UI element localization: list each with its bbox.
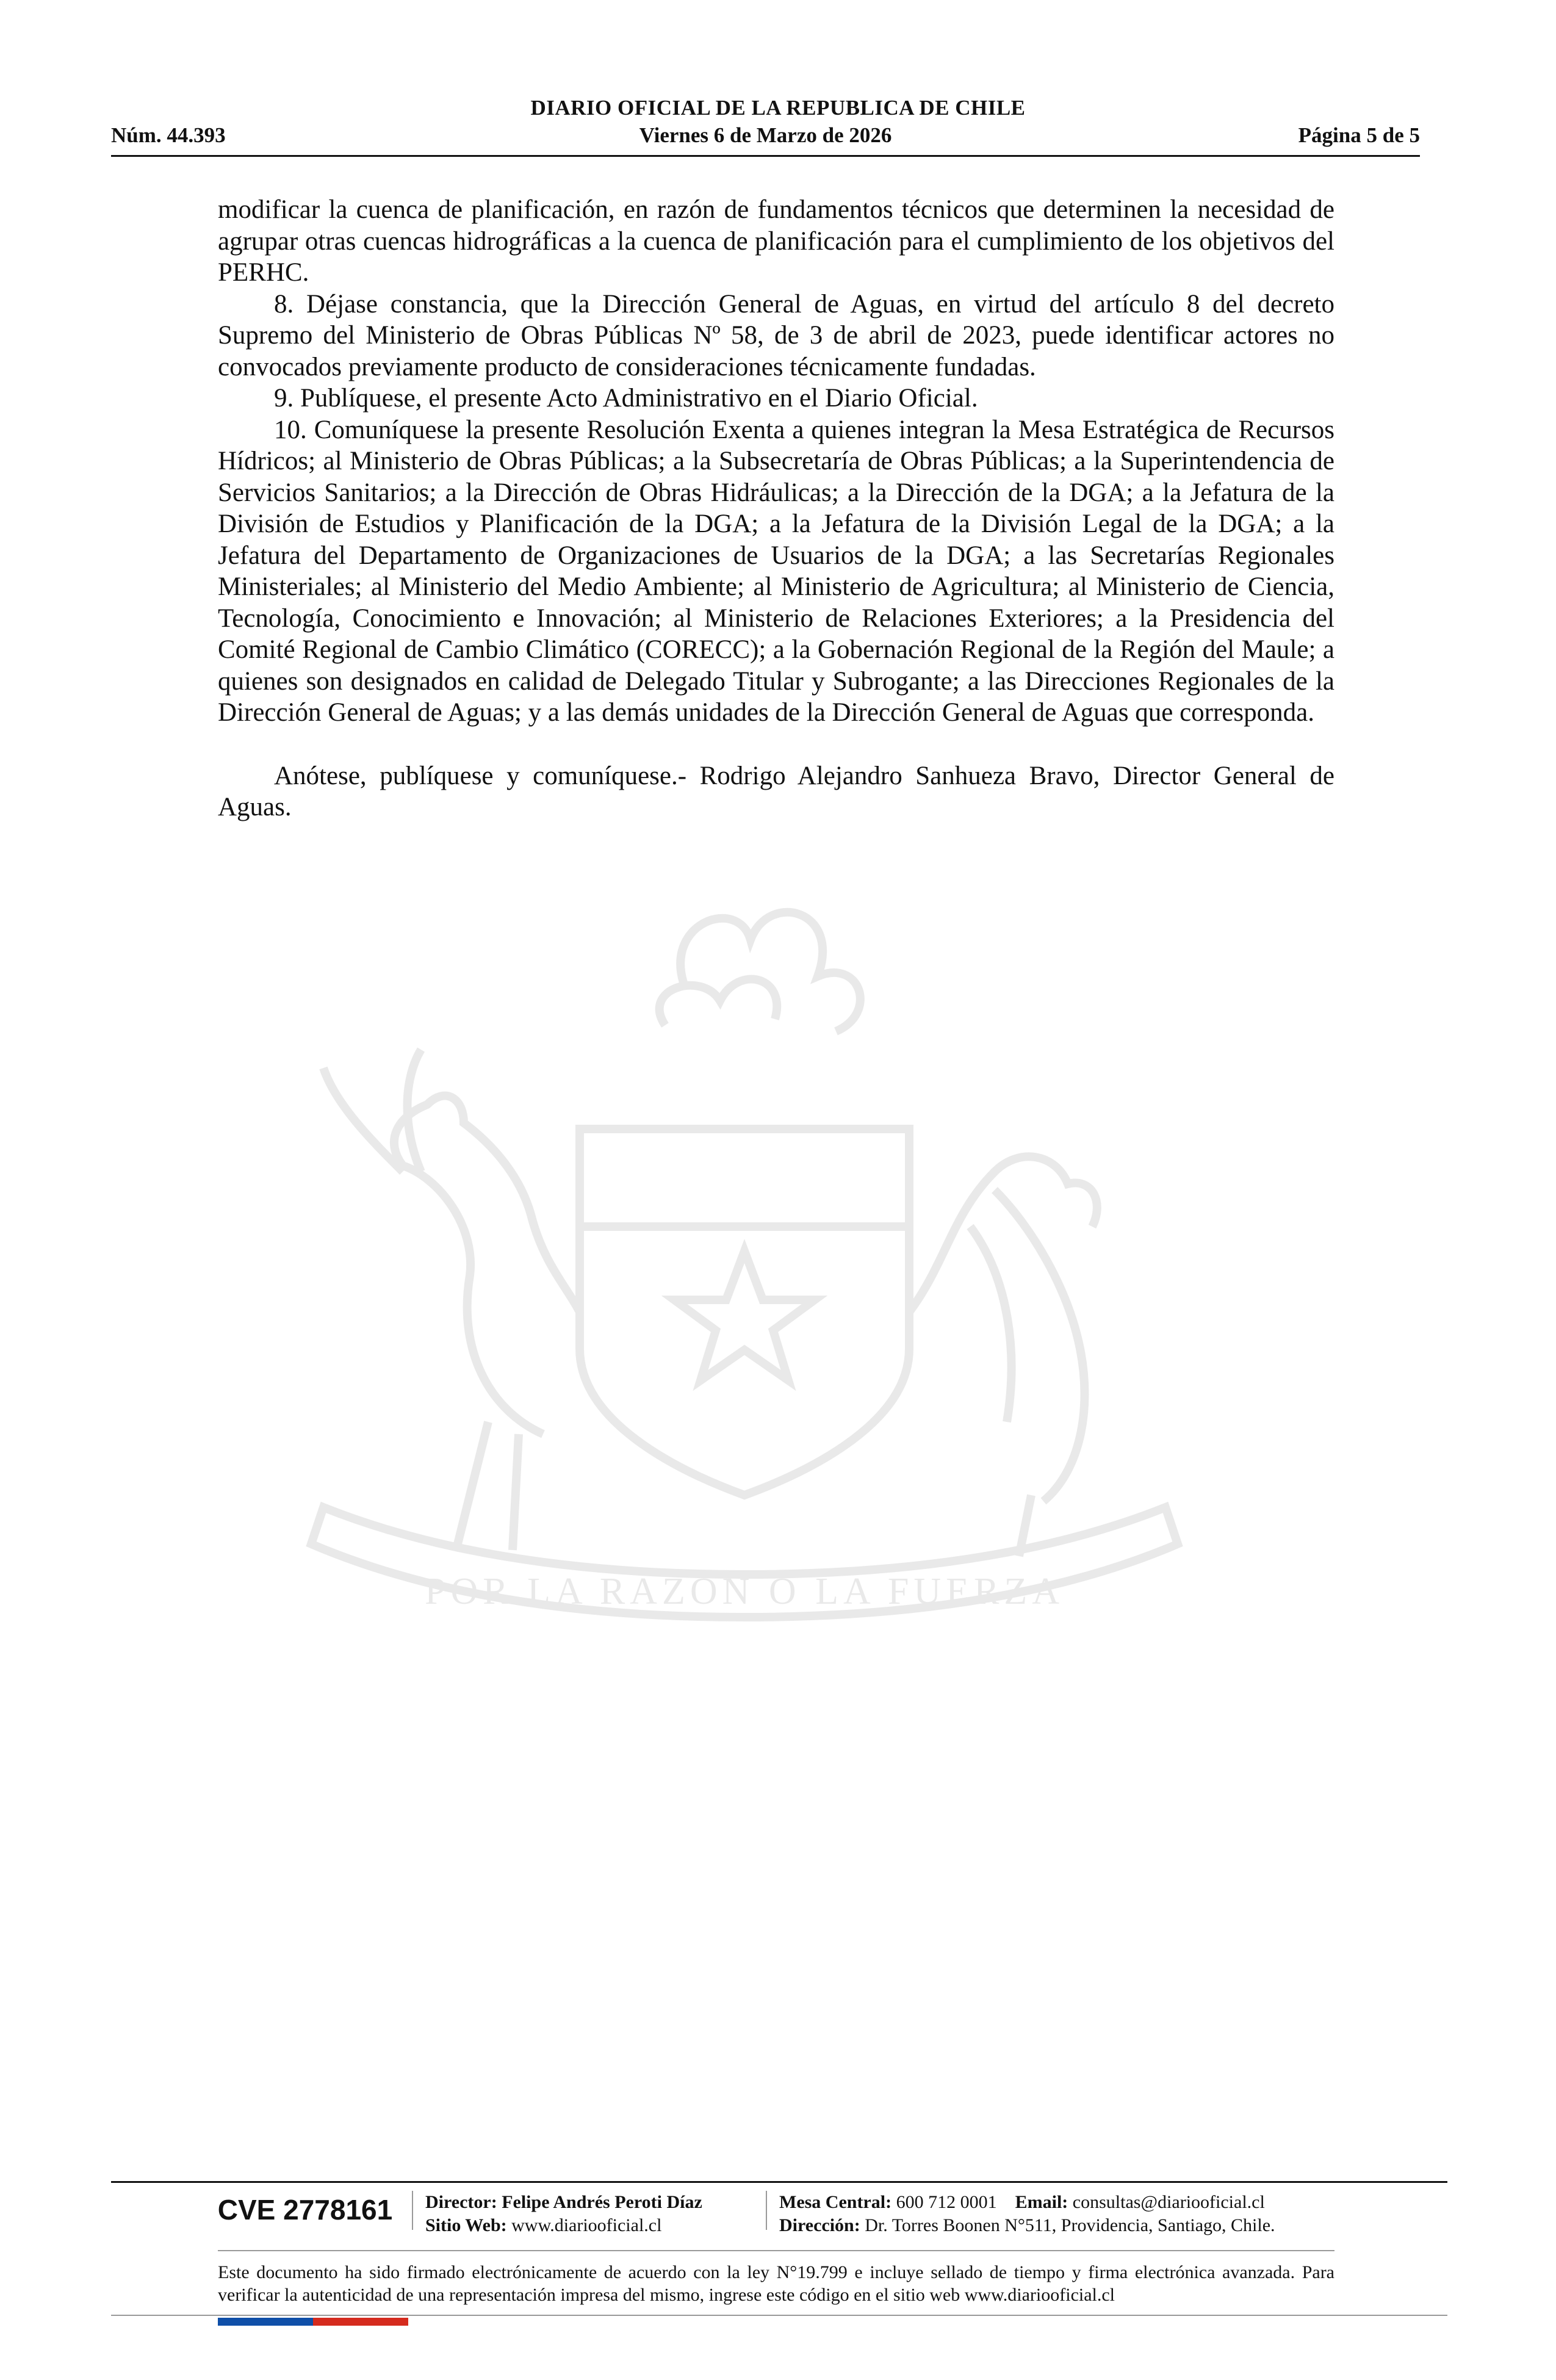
paragraph-item-8: 8. Déjase constancia, que la Dirección General de Aguas, en virtud del artículo 8 del decreto Supremo del Ministerio de Obras Públicas Nº 58, de 3 de abril de 2023, puede identificar actores no convocados previamente producto de consideraciones técnicamente fundadas. xyxy=(218,289,1334,381)
paragraph-continuation: modificar la cuenca de planificación, en razón de fundamentos técnicos que determinen la necesidad de agrupar otras cuencas hidrográficas a la cuenca de planificación para el cumplimiento de los objetivos del PERHC. xyxy=(218,195,1334,287)
coat-of-arms-watermark-icon xyxy=(201,885,1288,1678)
signature-notice: Este documento ha sido firmado electrónicamente de acuerdo con la ley N°19.799 e incluye sellado de tiempo y firma electrónica avanzada. Para verificar la autenticidad de una representación impresa del mismo, ingrese este código en el sitio web www.diariooficial.cl xyxy=(218,2262,1334,2305)
footer-separator xyxy=(766,2191,767,2230)
footer-top-divider xyxy=(111,2181,1447,2183)
flag-red-segment xyxy=(313,2318,408,2326)
article-body xyxy=(218,194,1334,823)
page-indicator: Página 5 de 5 xyxy=(1298,123,1420,147)
watermark-motto: POR LA RAZÓN O LA FUERZA xyxy=(424,1571,1065,1612)
director-label: Director: xyxy=(425,2192,497,2212)
issue-date: Viernes 6 de Marzo de 2026 xyxy=(639,123,892,147)
footer-middle-divider xyxy=(218,2250,1334,2251)
phone-number: 600 712 0001 xyxy=(896,2192,997,2212)
flag-blue-segment xyxy=(218,2318,313,2326)
director-name: Felipe Andrés Peroti Díaz xyxy=(502,2192,702,2212)
footer-bottom-divider xyxy=(111,2315,1447,2316)
website-link[interactable]: www.diariooficial.cl xyxy=(511,2215,662,2235)
address-label: Dirección: xyxy=(779,2215,860,2235)
footer-contact-block xyxy=(779,2191,1275,2237)
footer-separator xyxy=(412,2191,413,2230)
phone-label: Mesa Central: xyxy=(779,2192,892,2212)
newspaper-title: DIARIO OFICIAL DE LA REPUBLICA DE CHILE xyxy=(530,96,1026,120)
header-divider xyxy=(111,155,1420,157)
flag-stripe xyxy=(218,2318,408,2326)
paragraph-item-10: 10. Comuníquese la presente Resolución Exenta a quienes integran la Mesa Estratégica de Recursos Hídricos; al Ministerio de Obras Públicas; a la Subsecretaría de Obras Públicas; a la Superintendencia de Servicios Sanitarios; a la Dirección de Obras Hidráulicas; a la Dirección de la DGA; a la Jefatura de la División de Estudios y Planificación de la DGA; a la Jefatura de la División Legal de la DGA; a la Jefatura del Departamento de Organizaciones de Usuarios de la DGA; a las Secretarías Regionales Ministeriales; al Ministerio del Medio Ambiente; al Ministerio de Agricultura; al Ministerio de Ciencia, Tecnología, Conocimiento e Innovación; al Ministerio de Relaciones Exteriores; a la Presidencia del Comité Regional de Cambio Climático (CORECC); a la Gobernación Regional de la Región del Maule; a quienes son designados en calidad de Delegado Titular y Subrogante; a las Direcciones Regionales de la Dirección General de Aguas; y a las demás unidades de la Dirección General de Aguas que corresponda. xyxy=(218,415,1334,727)
address-text: Dr. Torres Boonen N°511, Providencia, Santiago, Chile. xyxy=(865,2215,1275,2235)
issue-number: Núm. 44.393 xyxy=(111,123,226,147)
signature-paragraph: Anótese, publíquese y comuníquese.- Rodrigo Alejandro Sanhueza Bravo, Director General de Aguas. xyxy=(218,761,1334,821)
paragraph-item-9: 9. Publíquese, el presente Acto Administrativo en el Diario Oficial. xyxy=(274,384,978,413)
email-label: Email: xyxy=(1015,2192,1068,2212)
footer-director-block xyxy=(425,2191,702,2237)
cve-code: CVE 2778161 xyxy=(217,2194,393,2226)
email-link[interactable]: consultas@diariooficial.cl xyxy=(1072,2192,1265,2212)
website-label: Sitio Web: xyxy=(425,2215,507,2235)
